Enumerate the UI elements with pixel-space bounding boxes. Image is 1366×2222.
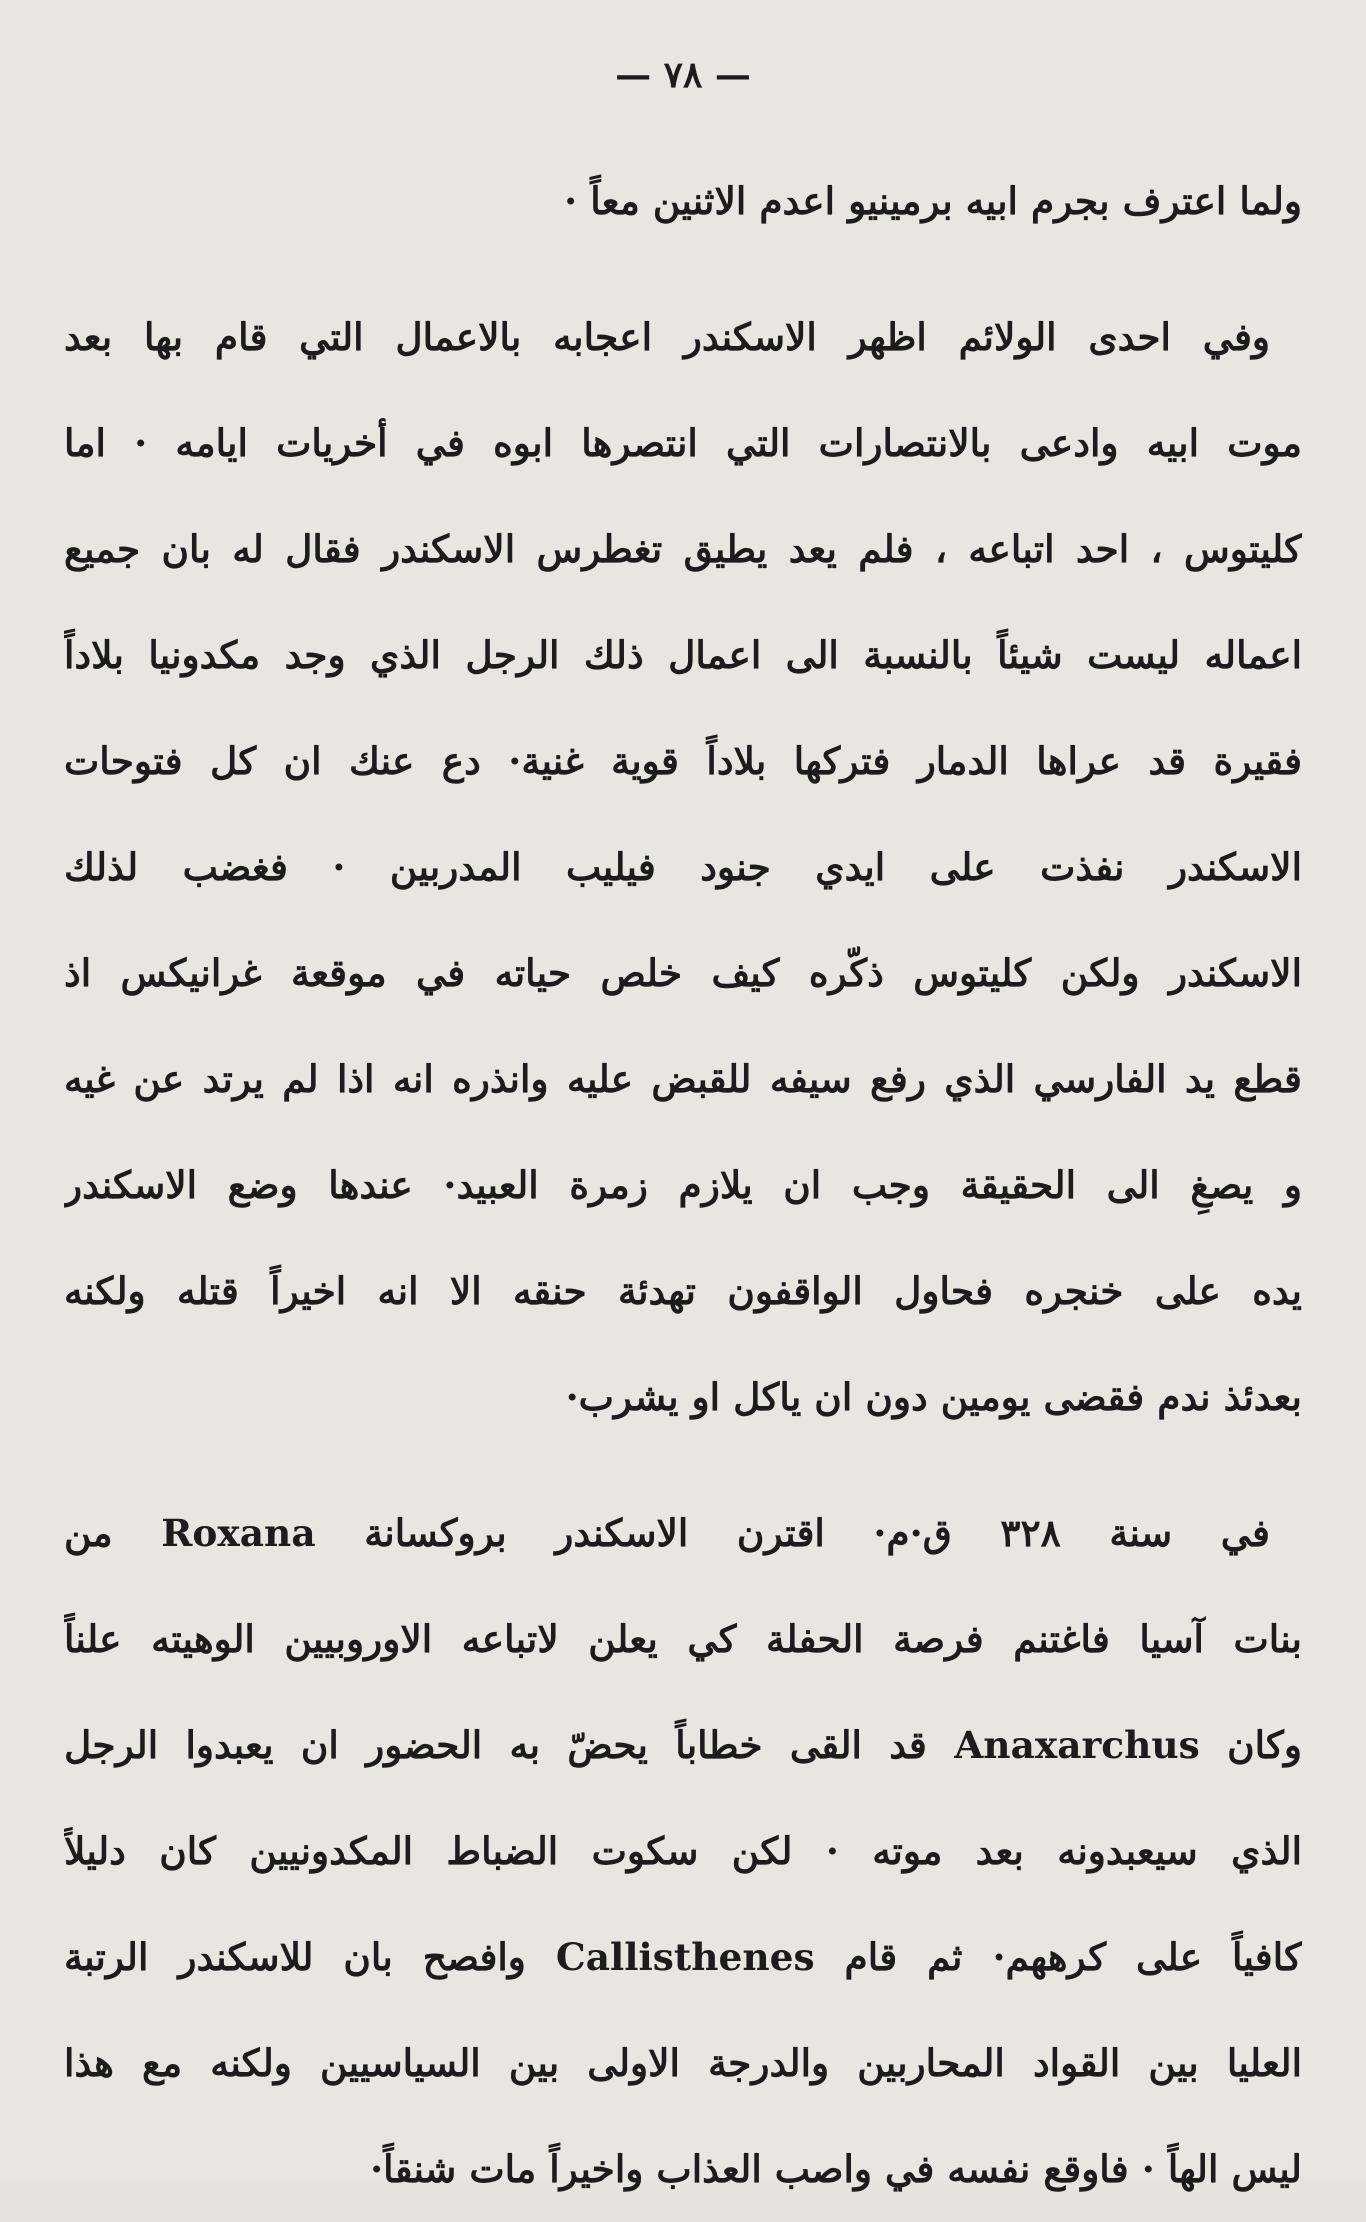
text-line: الذي سيعبدونه بعد موته · لكن سكوت الضباط المكدونيين كان دليلاً	[64, 1829, 1302, 1873]
text-line: بنات آسيا فاغتنم فرصة الحفلة كي يعلن لاتباعه الاوروبيين الوهيته علناً	[64, 1617, 1302, 1661]
text-line: كليتوس ، احد اتباعه ، فلم يعد يطيق تغطرس الاسكندر فقال له بان جميع	[64, 527, 1302, 571]
paragraph-3	[64, 1480, 1302, 2222]
text-line: وفي احدى الولائم اظهر الاسكندر اعجابه بالاعمال التي قام بها بعد	[64, 315, 1270, 359]
text-line: ليس الهاً · فاوقع نفسه في واصب العذاب واخيراً مات شنقاً·	[370, 2147, 1302, 2191]
page-number: — ٧٨ —	[615, 54, 751, 96]
text-line: فقيرة قد عراها الدمار فتركها بلاداً قوية غنية· دع عنك ان كل فتوحات	[64, 739, 1302, 783]
text-line: كافياً على كرههم· ثم قام Callisthenes وافصح بان للاسكندر الرتبة	[64, 1935, 1302, 1979]
text-line: موت ابيه وادعى بالانتصارات التي انتصرها ابوه في أخريات ايامه · اما	[64, 421, 1302, 465]
paragraph-2	[64, 284, 1302, 1450]
page-body	[64, 148, 1302, 2222]
text-line: يده على خنجره فحاول الواقفون تهدئة حنقه الا انه اخيراً قتله ولكنه	[64, 1269, 1302, 1313]
text-line: العليا بين القواد المحاربين والدرجة الاولى بين السياسيين ولكنه مع هذا	[64, 2041, 1302, 2085]
text-line: اعماله ليست شيئاً بالنسبة الى اعمال ذلك الرجل الذي وجد مكدونيا بلاداً	[64, 633, 1302, 677]
text-line: في سنة ٣٢٨ ق·م· اقترن الاسكندر بروكسانة Roxana من	[64, 1511, 1270, 1555]
text-line: ولما اعترف بجرم ابيه برمينيو اعدم الاثنين معاً ·	[564, 179, 1302, 223]
text-line: و يصغِ الى الحقيقة وجب ان يلازم زمرة العبيد· عندها وضع الاسكندر	[64, 1163, 1302, 1207]
text-line: الاسكندر نفذت على ايدي جنود فيليب المدربين · فغضب لذلك	[64, 845, 1302, 889]
text-line: قطع يد الفارسي الذي رفع سيفه للقبض عليه وانذره انه اذا لم يرتد عن غيه	[64, 1057, 1302, 1101]
text-line: الاسكندر ولكن كليتوس ذكّره كيف خلص حياته في موقعة غرانيكس اذ	[64, 951, 1302, 995]
text-line: وكان Anaxarchus قد القى خطاباً يحضّ به الحضور ان يعبدوا الرجل	[64, 1723, 1302, 1767]
text-line: بعدئذ ندم فقضى يومين دون ان ياكل او يشرب·	[565, 1375, 1302, 1419]
paragraph-1	[64, 148, 1302, 254]
